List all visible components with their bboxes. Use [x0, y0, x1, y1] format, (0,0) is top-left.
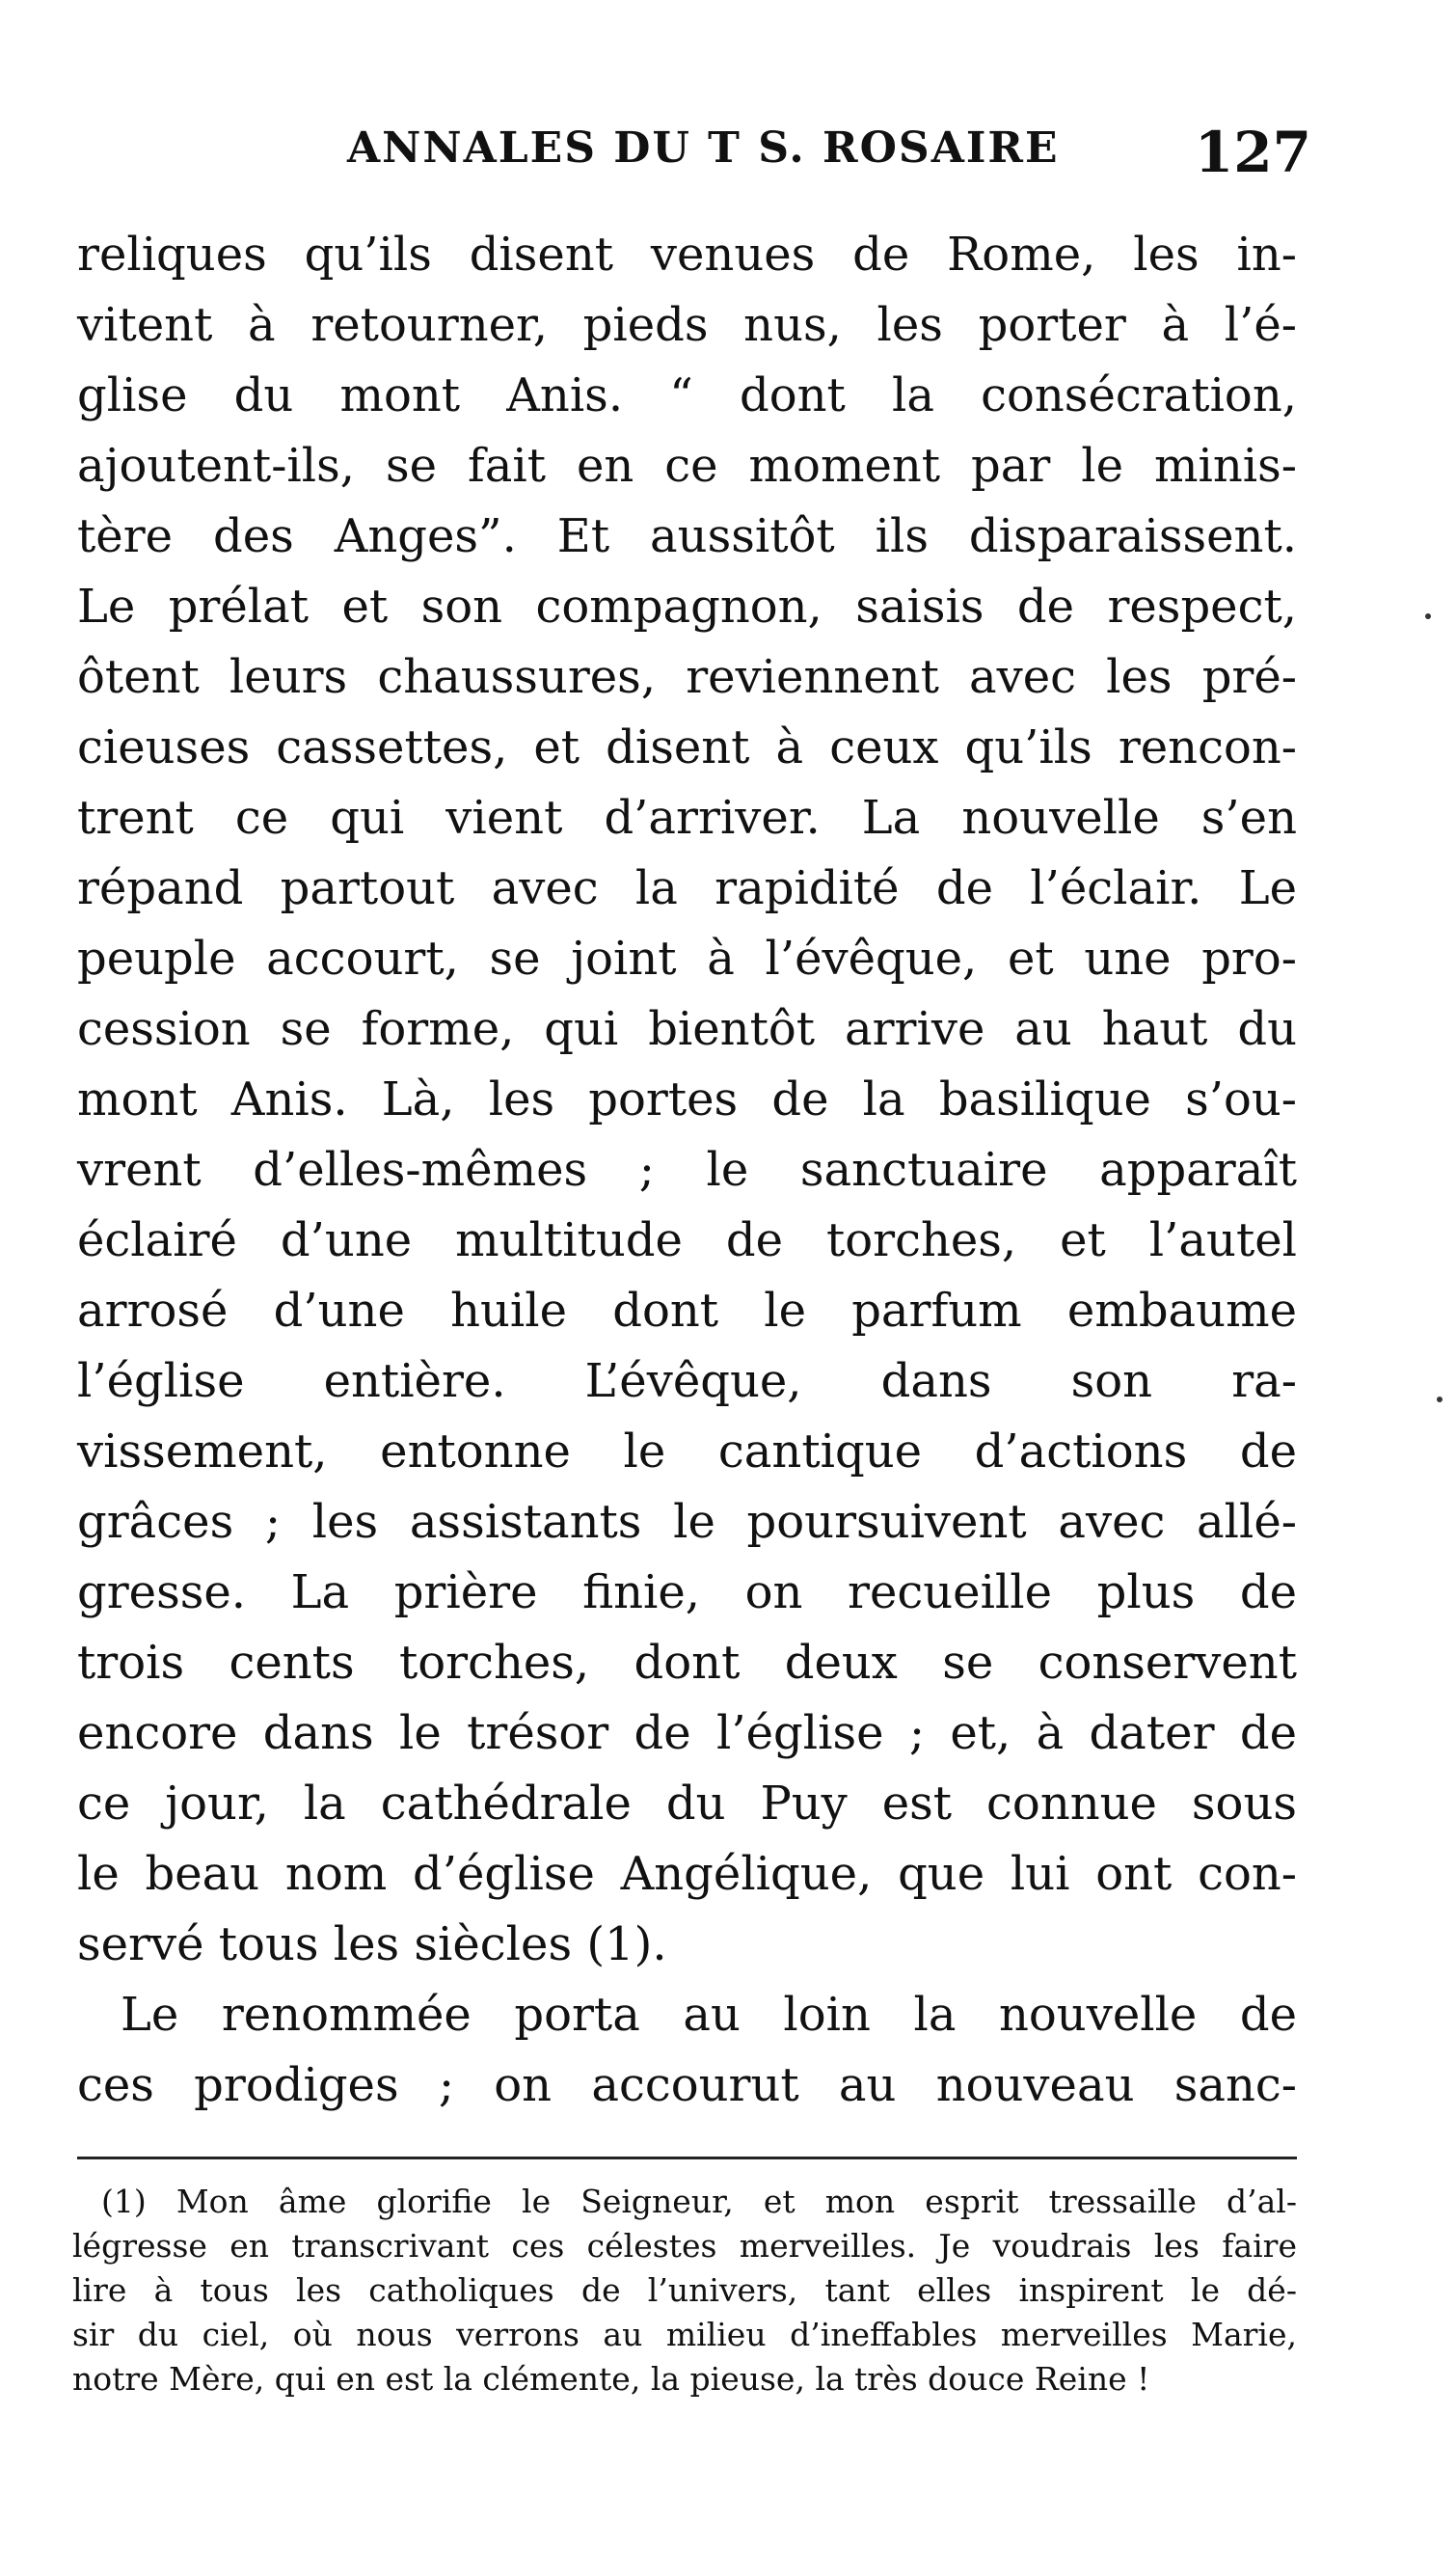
text-line: reliques qu’ils disent venues de Rome, les in-	[77, 228, 1297, 282]
running-title: ANNALES DU T S. ROSAIRE	[347, 123, 1060, 173]
text-line: glise du mont Anis. “ dont la consécration,	[77, 368, 1297, 422]
text-line: vitent à retourner, pieds nus, les porter à l’é-	[77, 298, 1297, 352]
text-line: encore dans le trésor de l’église ; et, à dater de	[77, 1706, 1297, 1760]
ink-speck	[1437, 1397, 1443, 1402]
footnote-line: lire à tous les catholiques de l’univers, tant elles inspirent le dé-	[72, 2271, 1297, 2309]
footnote-line: (1) Mon âme glorifie le Seigneur, et mon esprit tressaille d’al-	[101, 2183, 1297, 2220]
text-line: servé tous les siècles (1).	[77, 1917, 667, 1971]
text-line: arrosé d’une huile dont le parfum embaume	[77, 1284, 1297, 1338]
text-line: peuple accourt, se joint à l’évêque, et une pro-	[77, 932, 1297, 986]
text-line: ces prodiges ; on accourut au nouveau sanc-	[77, 2058, 1297, 2112]
text-line: cession se forme, qui bientôt arrive au haut du	[77, 1002, 1297, 1056]
text-line: trent ce qui vient d’arriver. La nouvelle s’en	[77, 791, 1297, 845]
text-line: tère des Anges”. Et aussitôt ils disparaissent.	[77, 509, 1297, 563]
running-head	[347, 120, 1311, 201]
text-line: éclairé d’une multitude de torches, et l’autel	[77, 1213, 1297, 1267]
text-line: cieuses cassettes, et disent à ceux qu’ils rencon-	[77, 720, 1297, 774]
text-line: ôtent leurs chaussures, reviennent avec les pré-	[77, 650, 1297, 704]
text-line: répand partout avec la rapidité de l’éclair. Le	[77, 861, 1297, 915]
text-line: gresse. La prière finie, on recueille plus de	[77, 1565, 1297, 1619]
text-line: le beau nom d’église Angélique, que lui ont con-	[77, 1847, 1297, 1901]
footnote-line: sir du ciel, où nous verrons au milieu d’ineffables merveilles Marie,	[72, 2316, 1297, 2353]
text-line: Le prélat et son compagnon, saisis de respect,	[77, 580, 1297, 634]
page-number: 127	[1194, 120, 1311, 185]
footnote-line: légresse en transcrivant ces célestes merveilles. Je voudrais les faire	[72, 2227, 1297, 2265]
text-line: mont Anis. Là, les portes de la basilique s’ou-	[77, 1072, 1297, 1126]
footnote-rule	[77, 2157, 1297, 2159]
text-line: ajoutent-ils, se fait en ce moment par le minis-	[77, 439, 1297, 493]
text-line: l’église entière. L’évêque, dans son ra-	[77, 1354, 1297, 1408]
text-line: ce jour, la cathédrale du Puy est connue sous	[77, 1777, 1297, 1831]
text-line: vrent d’elles-mêmes ; le sanctuaire apparaît	[77, 1143, 1297, 1197]
text-line: trois cents torches, dont deux se conservent	[77, 1636, 1297, 1690]
footnote	[72, 2180, 1297, 2402]
text-line: vissement, entonne le cantique d’actions de	[77, 1425, 1297, 1479]
ink-speck	[1425, 613, 1431, 619]
body-text	[77, 220, 1297, 2121]
text-line: grâces ; les assistants le poursuivent avec allé-	[77, 1495, 1297, 1549]
footnote-line: notre Mère, qui en est la clémente, la pieuse, la très douce Reine !	[72, 2360, 1150, 2398]
text-line: Le renommée porta au loin la nouvelle de	[121, 1988, 1297, 2042]
